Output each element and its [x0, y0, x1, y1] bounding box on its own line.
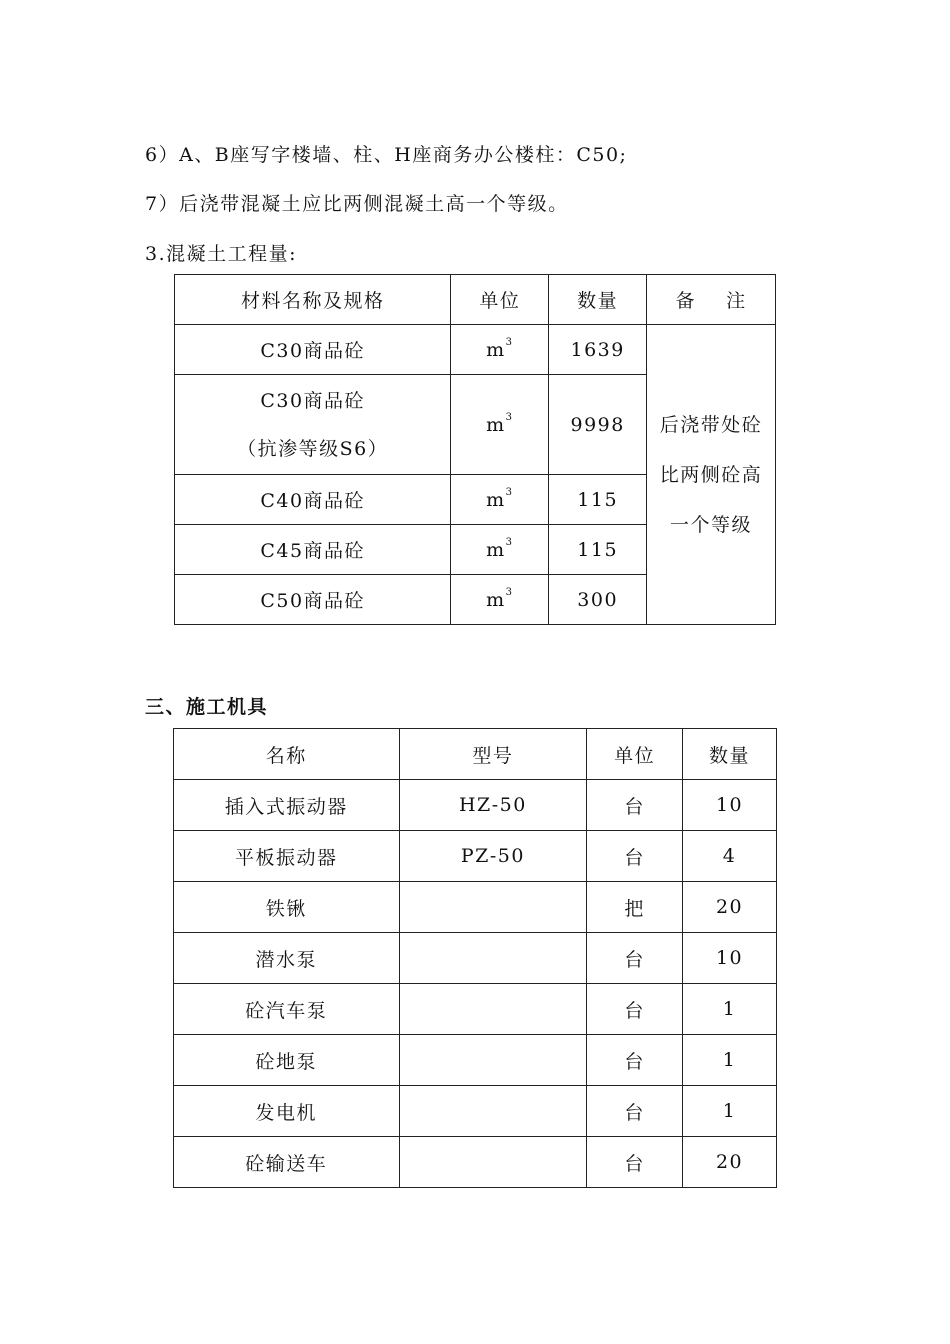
unit-cell: $m^3$: [451, 525, 549, 575]
equipment-model: [399, 984, 587, 1035]
equipment-model: [399, 1086, 587, 1137]
equipment-unit: 台: [587, 1137, 683, 1188]
subsection-title-quantities: 3.混凝土工程量:: [145, 243, 298, 265]
header-quantity: 数量: [683, 729, 777, 780]
table-row: [174, 1137, 777, 1188]
table-row: [174, 933, 777, 984]
concrete-quantity-table: [174, 274, 776, 625]
equipment-quantity: 1: [683, 1035, 777, 1086]
quantity-cell: 9998: [549, 375, 647, 475]
equipment-model: [399, 882, 587, 933]
material-name: C30商品砼 （抗渗等级S6）: [175, 375, 451, 475]
table-header-row: [175, 275, 776, 325]
equipment-name: 插入式振动器: [174, 780, 400, 831]
paragraph-item-7: 7）后浇带混凝土应比两侧混凝土高一个等级。: [145, 193, 569, 215]
equipment-model: HZ-50: [399, 780, 587, 831]
equipment-unit: 台: [587, 933, 683, 984]
equipment-model: [399, 933, 587, 984]
remark-line: 比两侧砼高: [659, 463, 763, 486]
header-material: 材料名称及规格: [175, 275, 451, 325]
equipment-name: 砼汽车泵: [174, 984, 400, 1035]
equipment-quantity: 10: [683, 933, 777, 984]
equipment-unit: 台: [587, 1086, 683, 1137]
section-title-equipment: 三、施工机具: [145, 696, 269, 718]
equipment-unit: 台: [587, 1035, 683, 1086]
unit-cell: $m^3$: [451, 325, 549, 375]
equipment-model: [399, 1035, 587, 1086]
equipment-quantity: 1: [683, 1086, 777, 1137]
table-header-row: [174, 729, 777, 780]
remark-line: 一个等级: [670, 513, 753, 536]
equipment-name: 砼输送车: [174, 1137, 400, 1188]
quantity-cell: 115: [549, 475, 647, 525]
equipment-name: 潜水泵: [174, 933, 400, 984]
material-name: C40商品砼: [175, 475, 451, 525]
equipment-quantity: 20: [683, 1137, 777, 1188]
equipment-unit: 把: [587, 882, 683, 933]
unit-cell: $m^3$: [451, 475, 549, 525]
equipment-quantity: 10: [683, 780, 777, 831]
header-quantity: 数量: [549, 275, 647, 325]
equipment-model: [399, 1137, 587, 1188]
table-row: [174, 984, 777, 1035]
equipment-name: 发电机: [174, 1086, 400, 1137]
equipment-unit: 台: [587, 831, 683, 882]
unit-cell: $m^3$: [451, 575, 549, 625]
equipment-unit: 台: [587, 780, 683, 831]
remark-cell: [647, 325, 776, 625]
equipment-quantity: 4: [683, 831, 777, 882]
quantity-cell: 115: [549, 525, 647, 575]
header-name: 名称: [174, 729, 400, 780]
material-name: C30商品砼: [175, 325, 451, 375]
quantity-cell: 1639: [549, 325, 647, 375]
table-row: [174, 1035, 777, 1086]
equipment-table: [173, 728, 777, 1188]
material-name: C50商品砼: [175, 575, 451, 625]
table-row: [174, 831, 777, 882]
header-unit: 单位: [451, 275, 549, 325]
material-spec: （抗渗等级S6）: [237, 437, 389, 460]
header-remark: 备 注: [647, 275, 776, 325]
table-row: [174, 882, 777, 933]
paragraph-item-6: 6）A、B座写字楼墙、柱、H座商务办公楼柱：C50;: [145, 144, 628, 166]
table-row: [174, 780, 777, 831]
header-unit: 单位: [587, 729, 683, 780]
equipment-name: 砼地泵: [174, 1035, 400, 1086]
equipment-name: 铁锹: [174, 882, 400, 933]
table-row: [175, 325, 776, 375]
equipment-table-body: [174, 780, 777, 1188]
table-row: [174, 1086, 777, 1137]
equipment-unit: 台: [587, 984, 683, 1035]
equipment-name: 平板振动器: [174, 831, 400, 882]
equipment-quantity: 20: [683, 882, 777, 933]
remark-line: 后浇带处砼: [659, 413, 763, 436]
material-name: C45商品砼: [175, 525, 451, 575]
equipment-model: PZ-50: [399, 831, 587, 882]
header-model: 型号: [399, 729, 587, 780]
unit-cell: $m^3$: [451, 375, 549, 475]
equipment-quantity: 1: [683, 984, 777, 1035]
quantity-cell: 300: [549, 575, 647, 625]
